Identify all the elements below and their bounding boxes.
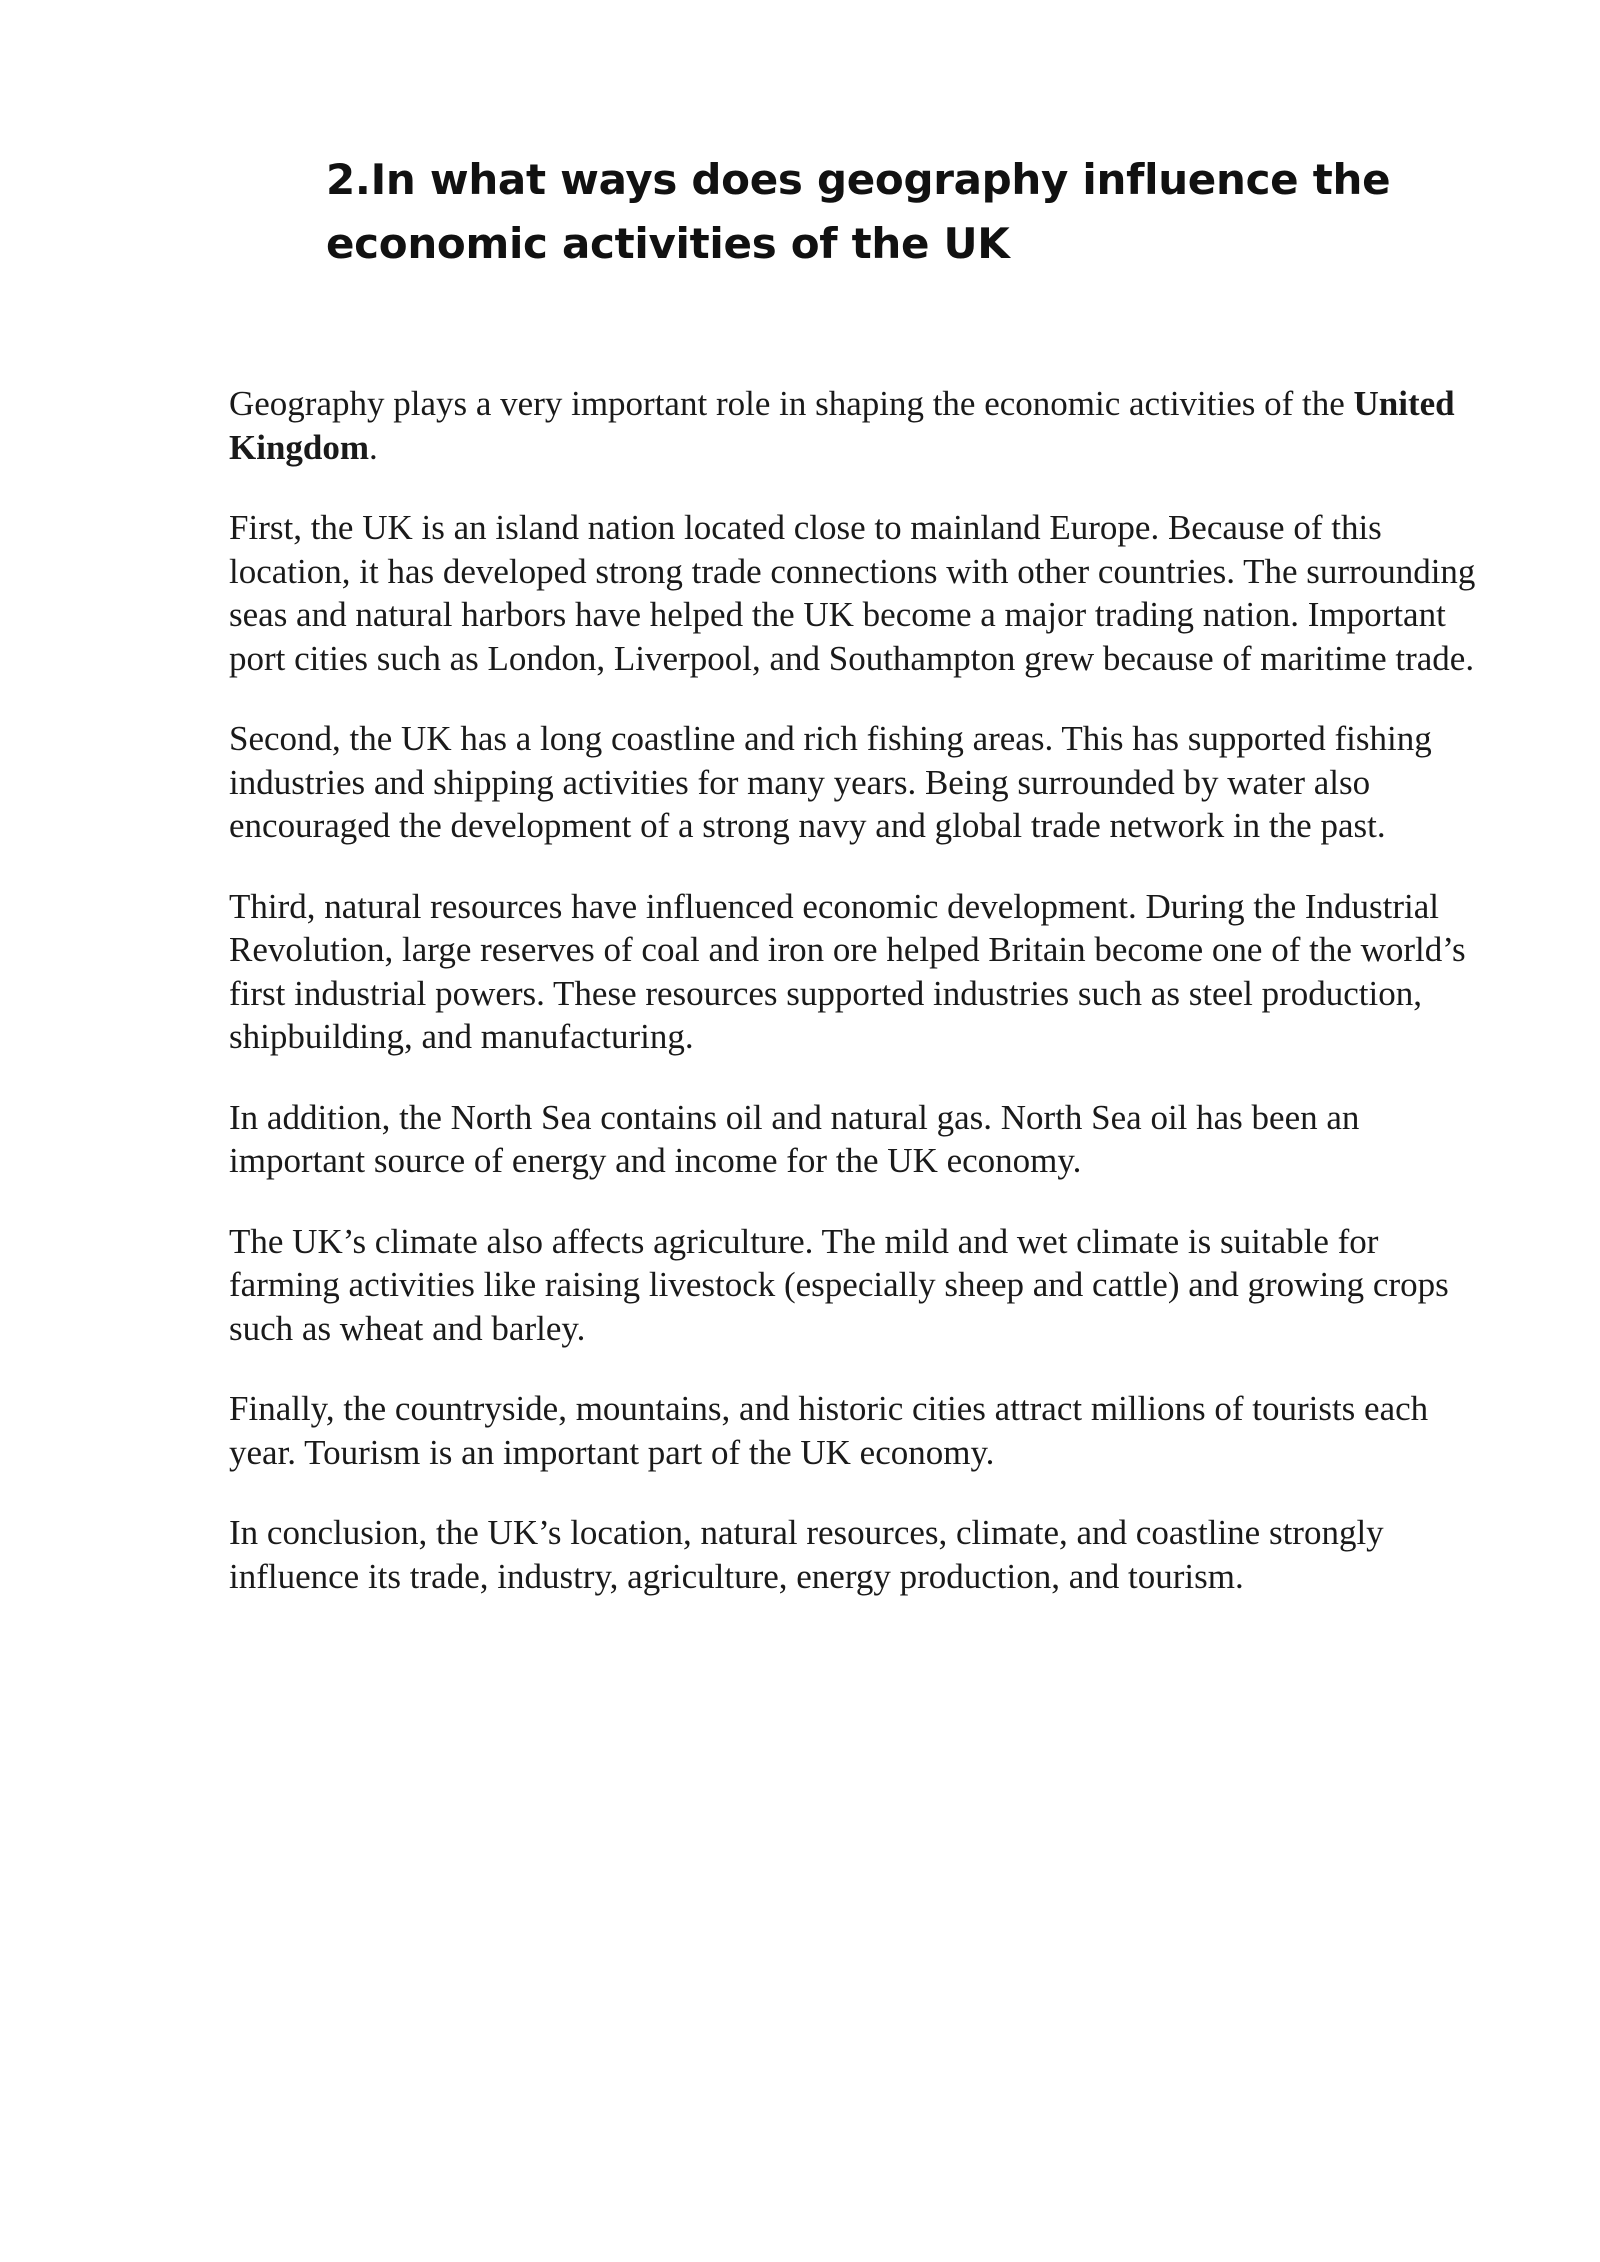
paragraph-natural-resources: Third, natural resources have influenced economic development. During the Industrial Revolution, large reserves of coal and iron ore helped Britain become one of the world’s first industrial powers. These resources supported industries such as steel production, shipbuilding, and manufacturing. [229,886,1466,1056]
paragraph-tourism: Finally, the countryside, mountains, and historic cities attract millions of tourists each year. Tourism is an important part of the UK economy. [229,1389,1429,1472]
intro-paragraph [229,382,1489,469]
intro-end-punctuation: . [369,427,378,467]
paragraph-climate-agriculture: The UK’s climate also affects agriculture. The mild and wet climate is suitable for farming activities like raising livestock (especially sheep and cattle) and growing crops such as wheat and barley. [229,1221,1449,1348]
paragraph-coastline-fishing: Second, the UK has a long coastline and rich fishing areas. This has supported fishing industries and shipping activities for many years. Being surrounded by water also encouraged the development of a strong navy and global trade network in the past. [229,719,1432,845]
paragraph-location-trade: First, the UK is an island nation located close to mainland Europe. Because of this location, it has developed strong trade connections with other countries. The surrounding seas and natural harbors have helped the UK become a major trading nation. Important port cities such as London, Liverpool, and Southampton grew because of maritime trade. [229,508,1476,678]
intro-text: Geography plays a very important role in shaping the economic activities of the [229,384,1354,423]
paragraph-north-sea-oil: In addition, the North Sea contains oil and natural gas. North Sea oil has been an important source of energy and income for the UK economy. [229,1097,1360,1180]
paragraph-conclusion: In conclusion, the UK’s location, natural resources, climate, and coastline strongly influence its trade, industry, agriculture, energy production, and tourism. [229,1513,1384,1596]
document-title: 2.In what ways does geography influence the economic activities of the UK [326,155,1391,268]
intro-bold-term: United Kingdom [229,384,1455,467]
document-body [229,382,1489,1635]
